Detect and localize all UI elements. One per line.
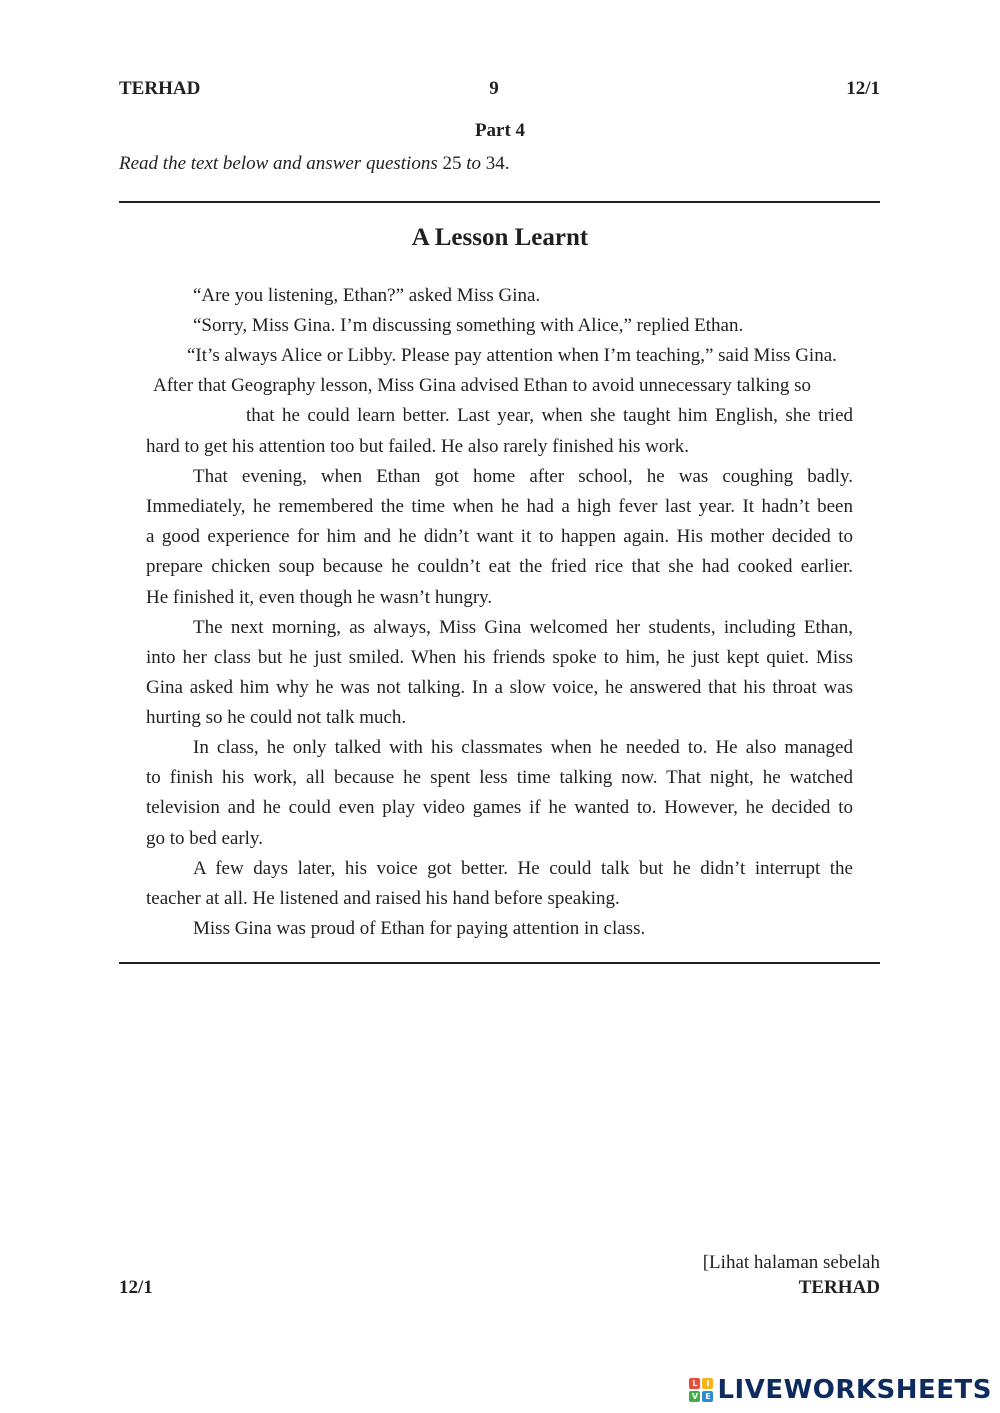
story-line: to finish his work, all because he spent less time talking now. That night, he watched [146, 767, 853, 788]
story-line: “It’s always Alice or Libby. Please pay attention when I’m teaching,” said Miss Gina. [187, 345, 837, 366]
instruction-num-a: 25 [442, 153, 462, 174]
bottom-divider [119, 962, 880, 964]
logo-tile-i: I [702, 1378, 713, 1389]
story-line: television and he could even play video games if he wanted to. However, he decided to [146, 797, 853, 818]
story-line: into her class but he just smiled. When his friends spoke to him, he just kept quiet. Miss [146, 647, 853, 668]
story-line: that he could learn better. Last year, when she taught him English, she tried [246, 405, 853, 426]
footer-terhad-label: TERHAD [798, 1277, 880, 1298]
logo-tile-e: E [702, 1391, 713, 1402]
story-line: He finished it, even though he wasn’t hungry. [146, 587, 493, 608]
instruction-num-b: 34. [485, 153, 510, 174]
instruction-text-a: Read the text below and answer questions [119, 153, 443, 174]
story-title: A Lesson Learnt [411, 224, 589, 251]
liveworksheets-wordmark: LIVEWORKSHEETS [717, 1375, 992, 1405]
liveworksheets-logo [689, 1375, 992, 1405]
page-number: 9 [489, 78, 499, 99]
story-line: Miss Gina was proud of Ethan for paying attention in class. [193, 918, 646, 939]
logo-tile-v: V [689, 1391, 700, 1402]
story-line: “Are you listening, Ethan?” asked Miss Gina. [193, 285, 541, 306]
story-line: “Sorry, Miss Gina. I’m discussing something with Alice,” replied Ethan. [193, 315, 744, 336]
story-line: hard to get his attention too but failed. He also rarely finished his work. [146, 436, 689, 457]
story-line: hurting so he could not talk much. [146, 707, 407, 728]
story-line: prepare chicken soup because he couldn’t eat the fried rice that she had cooked earlier. [146, 556, 853, 577]
logo-tile-l: L [689, 1378, 700, 1389]
footer-paper-code: 12/1 [119, 1277, 153, 1298]
story-line: go to bed early. [146, 828, 263, 849]
part-title: Part 4 [474, 120, 526, 141]
instruction-text-b: to [461, 153, 486, 174]
top-divider [119, 201, 880, 203]
story-line: Immediately, he remembered the time when he had a high fever last year. It hadn’t been [146, 496, 853, 517]
paper-code: 12/1 [846, 78, 880, 99]
story-line: a good experience for him and he didn’t want it to happen again. His mother decided to [146, 526, 853, 547]
instruction [119, 153, 510, 175]
header-left-label: TERHAD [119, 78, 201, 99]
story-line: A few days later, his voice got better. He could talk but he didn’t interrupt the [193, 858, 853, 879]
story-line: The next morning, as always, Miss Gina welcomed her students, including Ethan, [193, 617, 853, 638]
story-line: That evening, when Ethan got home after school, he was coughing badly. [193, 466, 853, 487]
story-line: teacher at all. He listened and raised his hand before speaking. [146, 888, 620, 909]
story-line: Gina asked him why he was not talking. In a slow voice, he answered that his throat was [146, 677, 853, 698]
story-line: After that Geography lesson, Miss Gina advised Ethan to avoid unnecessary talking so [153, 375, 811, 396]
liveworksheets-icon [689, 1378, 713, 1402]
next-page-note: [Lihat halaman sebelah [702, 1252, 880, 1273]
story-line: In class, he only talked with his classmates when he needed to. He also managed [193, 737, 853, 758]
